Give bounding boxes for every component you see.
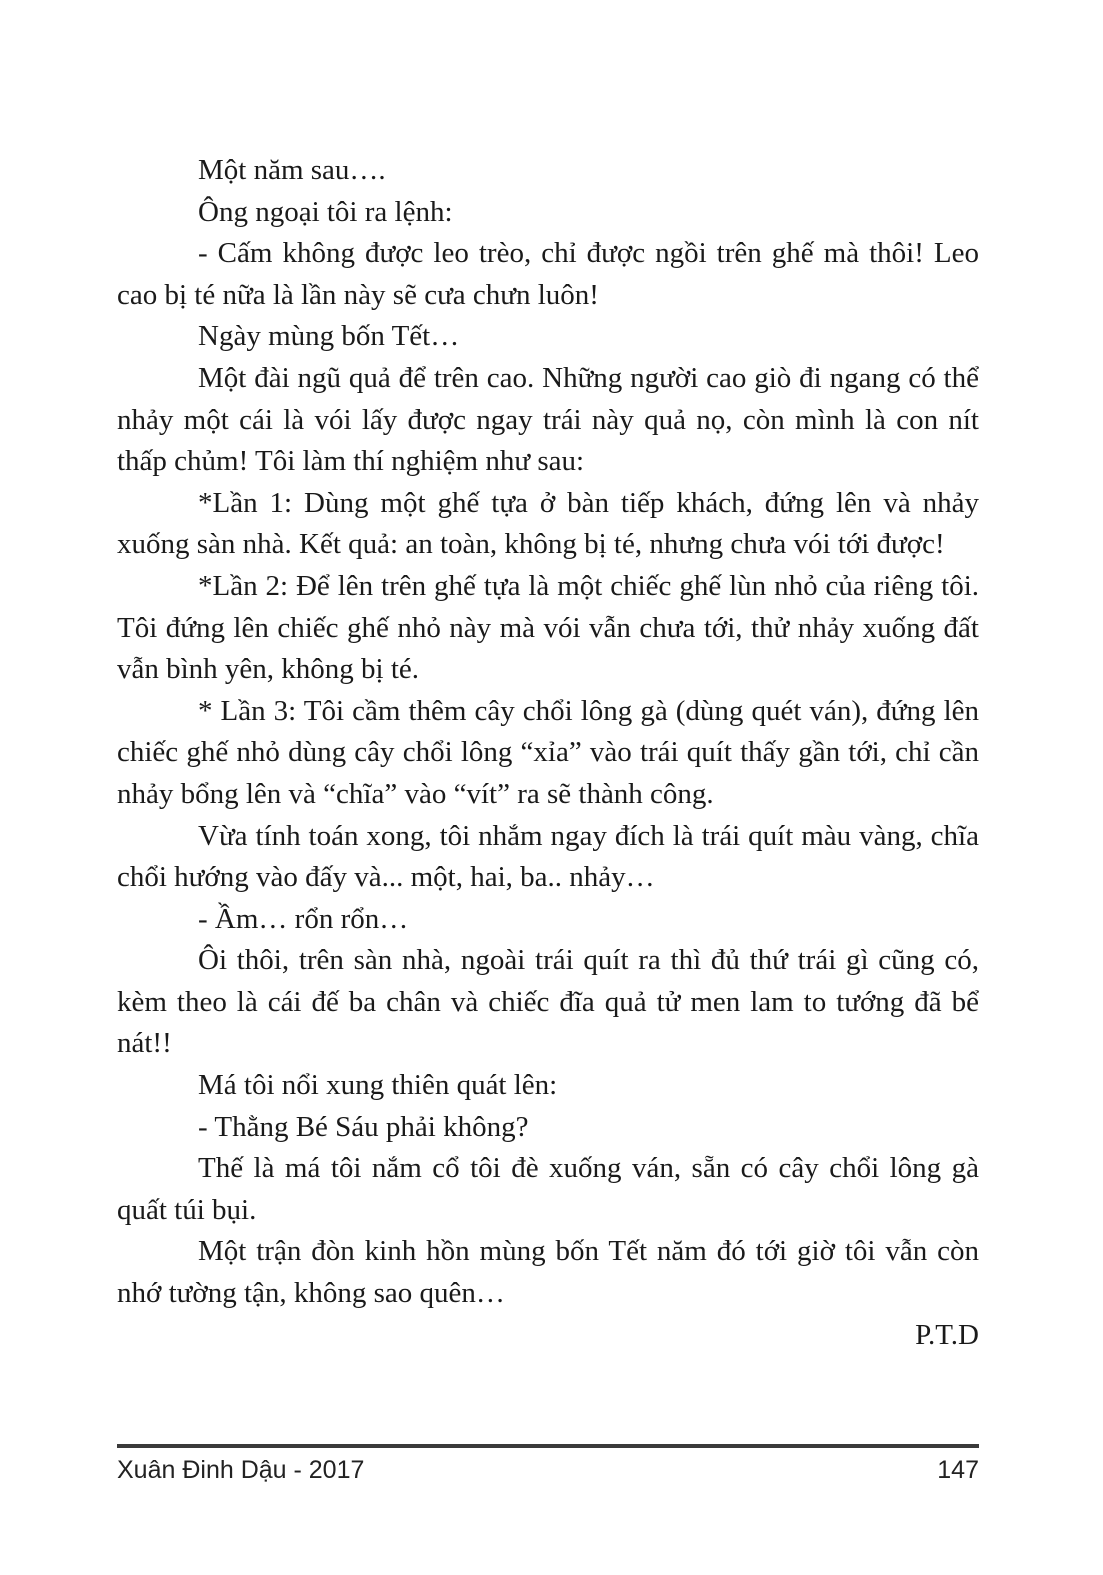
paragraph: *Lần 1: Dùng một ghế tựa ở bàn tiếp khách, đứng lên và nhảy xuống sàn nhà. Kết quả: an toàn, không bị té, nhưng chưa vói tới được! [117, 486, 979, 561]
page-footer [117, 1452, 979, 1488]
paragraph: Ngày mùng bốn Tết… [198, 320, 460, 353]
paragraph: Một đài ngũ quả để trên cao. Những người cao giò đi ngang có thể nhảy một cái là vói lấy được ngay trái này quả nọ, còn mình là con nít thấp chủm! Tôi làm thí nghiệm như sau: [117, 361, 979, 478]
paragraph: *Lần 2: Để lên trên ghế tựa là một chiếc ghế lùn nhỏ của riêng tôi. Tôi đứng lên chiếc ghế nhỏ này mà vói vẫn chưa tới, thử nhảy xuống đất vẫn bình yên, không bị té. [117, 569, 979, 686]
author-signature: P.T.D [915, 1318, 979, 1351]
paragraph: Vừa tính toán xong, tôi nhắm ngay đích là trái quít màu vàng, chĩa chổi hướng vào đấy và... một, hai, ba.. nhảy… [117, 819, 979, 894]
paragraph: Ông ngoại tôi ra lệnh: [198, 195, 453, 228]
paragraph: - Cấm không được leo trèo, chỉ được ngồi trên ghế mà thôi! Leo cao bị té nữa là lần này sẽ cưa chưn luôn! [117, 237, 979, 311]
paragraph: Má tôi nổi xung thiên quát lên: [198, 1069, 558, 1102]
page-number: 147 [937, 1456, 979, 1484]
paragraph: Thế là má tôi nắm cổ tôi đè xuống ván, sẵn có cây chổi lông gà quất túi bụi. [117, 1152, 979, 1226]
paragraph: - Thằng Bé Sáu phải không? [198, 1110, 529, 1143]
footer-divider [117, 1444, 979, 1448]
paragraph: Ôi thôi, trên sàn nhà, ngoài trái quít ra thì đủ thứ trái gì cũng có, kèm theo là cái đế ba chân và chiếc đĩa quả tử men lam to tướng đã bể nát!! [117, 944, 979, 1060]
paragraph: - Ầm… rổn rổn… [198, 902, 409, 935]
paragraph: * Lần 3: Tôi cầm thêm cây chổi lông gà (dùng quét ván), đứng lên chiếc ghế nhỏ dùng cây chổi lông “xỉa” vào trái quít thấy gần tới, chỉ cần nhảy bổng lên và “chĩa” vào “vít” ra sẽ thành công. [117, 694, 979, 810]
paragraph: Một năm sau…. [198, 154, 386, 186]
article-body [117, 150, 979, 1356]
paragraph: Một trận đòn kinh hồn mùng bốn Tết năm đó tới giờ tôi vẫn còn nhớ tường tận, không sao quên… [117, 1235, 979, 1310]
publication-title: Xuân Đinh Dậu - 2017 [117, 1456, 365, 1484]
